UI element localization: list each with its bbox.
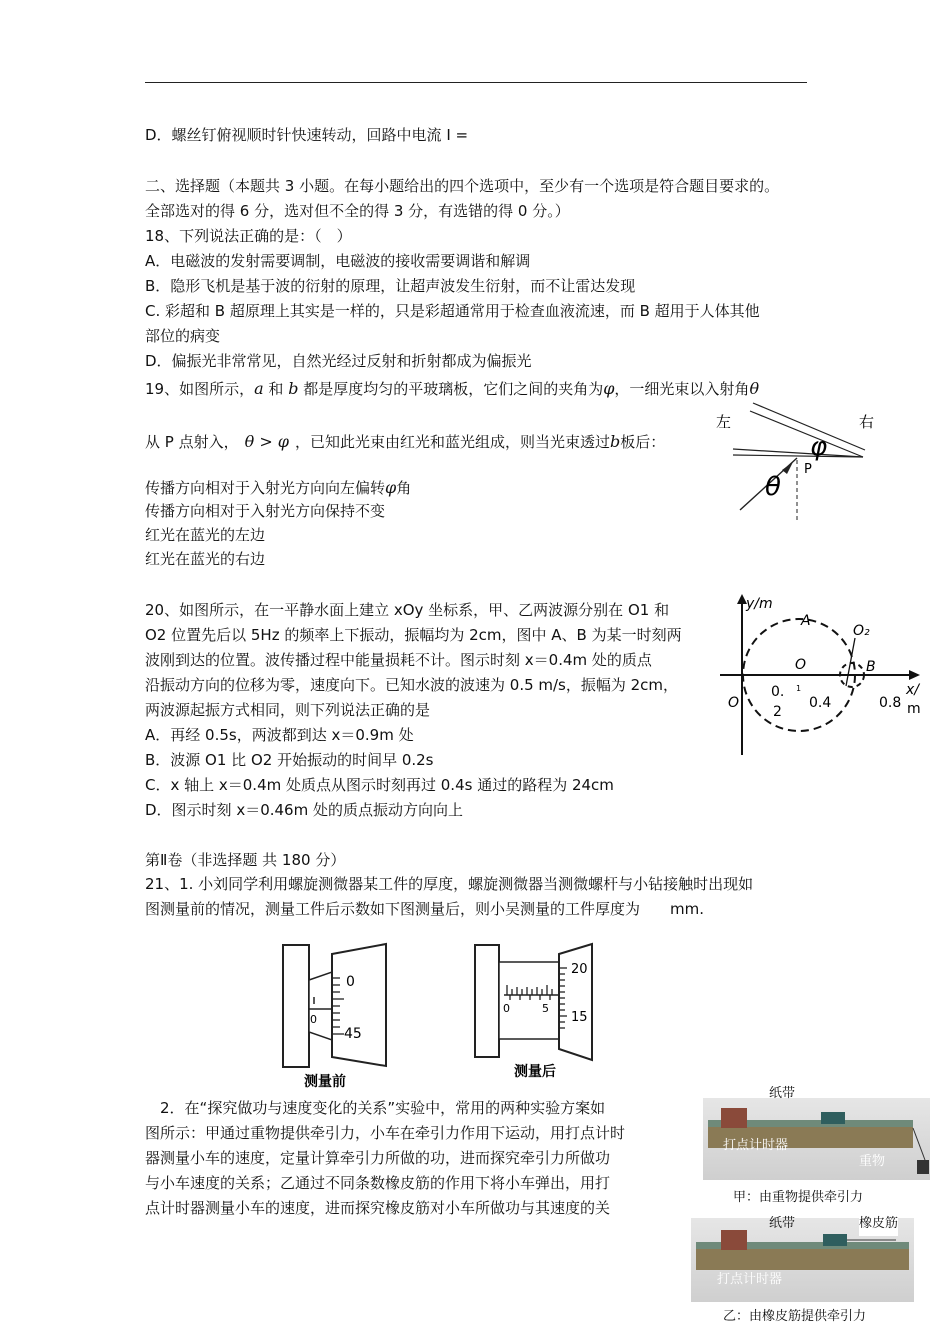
sleeve-label-0: 0: [310, 1013, 317, 1026]
q21-2-stem-2: 图所示：甲通过重物提供牵引力，小车在牵引力作用下运动，用打点计时: [145, 1124, 626, 1142]
q20-stem-4: 沿振动方向的位移为零，速度向下。已知水波的波速为 0.5 m/s，振幅为 2cm，: [145, 676, 679, 694]
subscript-1: 1: [796, 684, 802, 693]
micrometer-before-figure: [270, 940, 400, 1092]
thimble-label-0: 0: [346, 974, 355, 990]
tick-02-a: 0.: [771, 684, 785, 700]
sleeve-label-0: 0: [503, 1002, 510, 1015]
q20-stem-1: 20、如图所示，在一平静水面上建立 xOy 坐标系，甲、乙两波源分别在 O1 和: [145, 601, 670, 619]
q19-option-3: 红光在蓝光的左边: [145, 526, 266, 544]
var-phi-2: φ: [385, 478, 397, 497]
q18-option-c: C. 彩超和 B 超原理上其实是一样的，只是彩超通常用于检查血液流速，而 B 超用于人体其他: [145, 302, 760, 320]
q21-unit: mm.: [670, 900, 705, 918]
q20-option-b: B．波源 O1 比 O2 开始振动的时间早 0.2s: [145, 751, 434, 769]
thimble-label-45: 45: [344, 1026, 362, 1042]
var-b: b: [288, 379, 299, 398]
point-b-label: B: [866, 659, 876, 675]
section2-title-cont: 全部选对的得 6 分，选对但不全的得 3 分，有选错的得 0 分。）: [145, 202, 570, 220]
ray-arrow-icon: [782, 462, 793, 474]
label-timer: 打点计时器: [717, 1272, 783, 1287]
q18-option-a: A．电磁波的发射需要调制，电磁波的接收需要调谐和解调: [145, 252, 531, 270]
caption-jia: 甲：由重物提供牵引力: [733, 1190, 864, 1205]
sleeve: [499, 962, 559, 1039]
q19-option-1-text: 传播方向相对于入射光方向向左偏转: [145, 479, 386, 497]
fig-phi: φ: [810, 432, 828, 462]
q19-text-5: 从 P 点射入，: [145, 433, 239, 451]
q20-stem-5: 两波源起振方式相同，则下列说法正确的是: [145, 701, 431, 719]
q19-option-1-tail: 角: [396, 479, 412, 497]
part2-title: 第Ⅱ卷（非选择题 共 180 分）: [145, 851, 346, 869]
q18-stem: 18、下列说法正确的是：（ ）: [145, 227, 352, 245]
thimble-label-15: 15: [571, 1010, 588, 1025]
q18-option-c-cont: 部位的病变: [145, 327, 221, 345]
q19-condition: θ > φ: [244, 432, 290, 451]
plate-a-bottom: [753, 403, 865, 450]
caption-yi: 乙：由橡皮筋提供牵引力: [723, 1309, 867, 1324]
q19-text-2: 和: [263, 380, 289, 398]
section2-title: 二、选择题（本题共 3 小题。在每小题给出的四个选项中，至少有一个选项是符合题目要求的。: [145, 177, 780, 195]
q21-2-stem-5: 点计时器测量小车的速度，进而探究橡皮筋对小车所做功与其速度的关: [145, 1199, 611, 1217]
q21-2-stem-3: 器测量小车的速度，定量计算牵引力所做的功，进而探究牵引力所做功: [145, 1149, 611, 1167]
q19-option-2: 传播方向相对于入射光方向保持不变: [145, 502, 386, 520]
micrometer-after-figure: [470, 940, 610, 1082]
q20-stem-2: O2 位置先后以 5Hz 的频率上下振动，振幅均为 2cm，图中 A、B 为某一时刻两: [145, 626, 682, 644]
q19-option-1: [145, 476, 411, 500]
q17-option-d: D．螺丝钉俯视顺时针快速转动，回路中电流 I =: [145, 126, 469, 144]
track: [696, 1248, 909, 1270]
x-arrow-icon: [909, 670, 920, 680]
q20-option-d: D．图示时刻 x＝0.46m 处的质点振动方向向上: [145, 801, 463, 819]
thimble-label-20: 20: [571, 962, 588, 977]
tick-02-b: 2: [773, 704, 782, 720]
q18-option-b: B．隐形飞机是基于波的衍射的原理，让超声波发生衍射，而不让雷达发现: [145, 277, 636, 295]
plate-a-top: [750, 411, 863, 457]
q21-2-stem-1: 2．在“探究做功与速度变化的关系”实验中，常用的两种实验方案如: [160, 1099, 606, 1117]
origin-label: O: [728, 695, 740, 711]
q20-option-a: A．再经 0.5s，两波都到达 x＝0.9m 处: [145, 726, 414, 744]
q18-option-d: D．偏振光非常常见，自然光经过反射和折射都成为偏振光: [145, 352, 532, 370]
sleeve: [309, 972, 332, 1040]
photo-jia: [703, 1086, 930, 1180]
x-axis-label: x/: [906, 682, 920, 698]
label-rubber: 橡皮筋: [859, 1212, 898, 1236]
string: [913, 1128, 925, 1160]
frame-anvil: [283, 945, 309, 1067]
tick-04: 0.4: [809, 695, 832, 711]
cart: [821, 1112, 845, 1124]
point-o2-label: O₂: [853, 623, 870, 639]
q19-glass-figure: [705, 400, 885, 525]
y-axis-label: y/m: [746, 596, 773, 612]
header-rule: [145, 82, 807, 83]
fig-theta: θ: [765, 472, 781, 502]
frame-anvil: [475, 945, 499, 1057]
weight: [917, 1160, 929, 1174]
x-axis-unit: m: [907, 701, 921, 717]
q20-wave-figure: [715, 590, 925, 760]
q21-stem-2-text: 图测量前的情况，测量工件后示数如下图测量后，则小吴测量的工件厚度为: [145, 900, 641, 918]
q20-option-c: C．x 轴上 x＝0.4m 处质点从图示时刻再过 0.4s 通过的路程为 24cm: [145, 776, 614, 794]
label-timer: 打点计时器: [723, 1138, 789, 1153]
var-phi: φ: [603, 379, 615, 398]
fig-point-p: P: [804, 462, 812, 477]
var-a: a: [254, 379, 264, 398]
q20-stem-3: 波刚到达的位置。波传播过程中能量损耗不计。图示时刻 x＝0.4m 处的质点: [145, 651, 652, 669]
label-tape: 纸带: [769, 1086, 796, 1101]
after-caption: 测量后: [514, 1064, 556, 1080]
q19-text-4: ，一细光束以入射角: [614, 380, 750, 398]
label-weight: 重物: [859, 1154, 886, 1169]
var-b-2: b: [610, 432, 621, 451]
q19-text-3: 都是厚度均匀的平玻璃板，它们之间的夹角为: [298, 380, 604, 398]
q19-text-6: ，已知此光束由红光和蓝光组成，则当光束透过: [295, 433, 611, 451]
q19-stem-cont: [145, 430, 665, 454]
q21-stem-1: 21、1. 小刘同学利用螺旋测微器某工件的厚度，螺旋测微器当测微螺杆与小钻接触时出现如: [145, 875, 754, 893]
point-a-label: A: [801, 613, 811, 629]
cart: [823, 1234, 847, 1246]
q19-text-7: 板后：: [620, 433, 666, 451]
timer-device: [721, 1108, 747, 1128]
fig-left-label: 左: [716, 413, 732, 431]
q19-stem: [145, 377, 759, 401]
photo-yi: [691, 1218, 914, 1302]
before-caption: 测量前: [304, 1074, 346, 1090]
q19-option-4: 红光在蓝光的右边: [145, 550, 266, 568]
point-o1-label: O: [795, 657, 807, 673]
sleeve-label-5: 5: [542, 1002, 549, 1015]
thimble: [332, 944, 386, 1066]
var-theta: θ: [749, 379, 760, 398]
q21-stem-2: [145, 897, 704, 921]
timer-device: [721, 1230, 747, 1250]
label-tape: 纸带: [769, 1216, 796, 1231]
q21-2-stem-4: 与小车速度的关系；乙通过不同条数橡皮筋的作用下将小车弹出，用打: [145, 1174, 611, 1192]
q19-text-1: 19、如图所示，: [145, 380, 255, 398]
tick-08: 0.8: [879, 695, 902, 711]
fig-right-label: 右: [859, 413, 875, 431]
